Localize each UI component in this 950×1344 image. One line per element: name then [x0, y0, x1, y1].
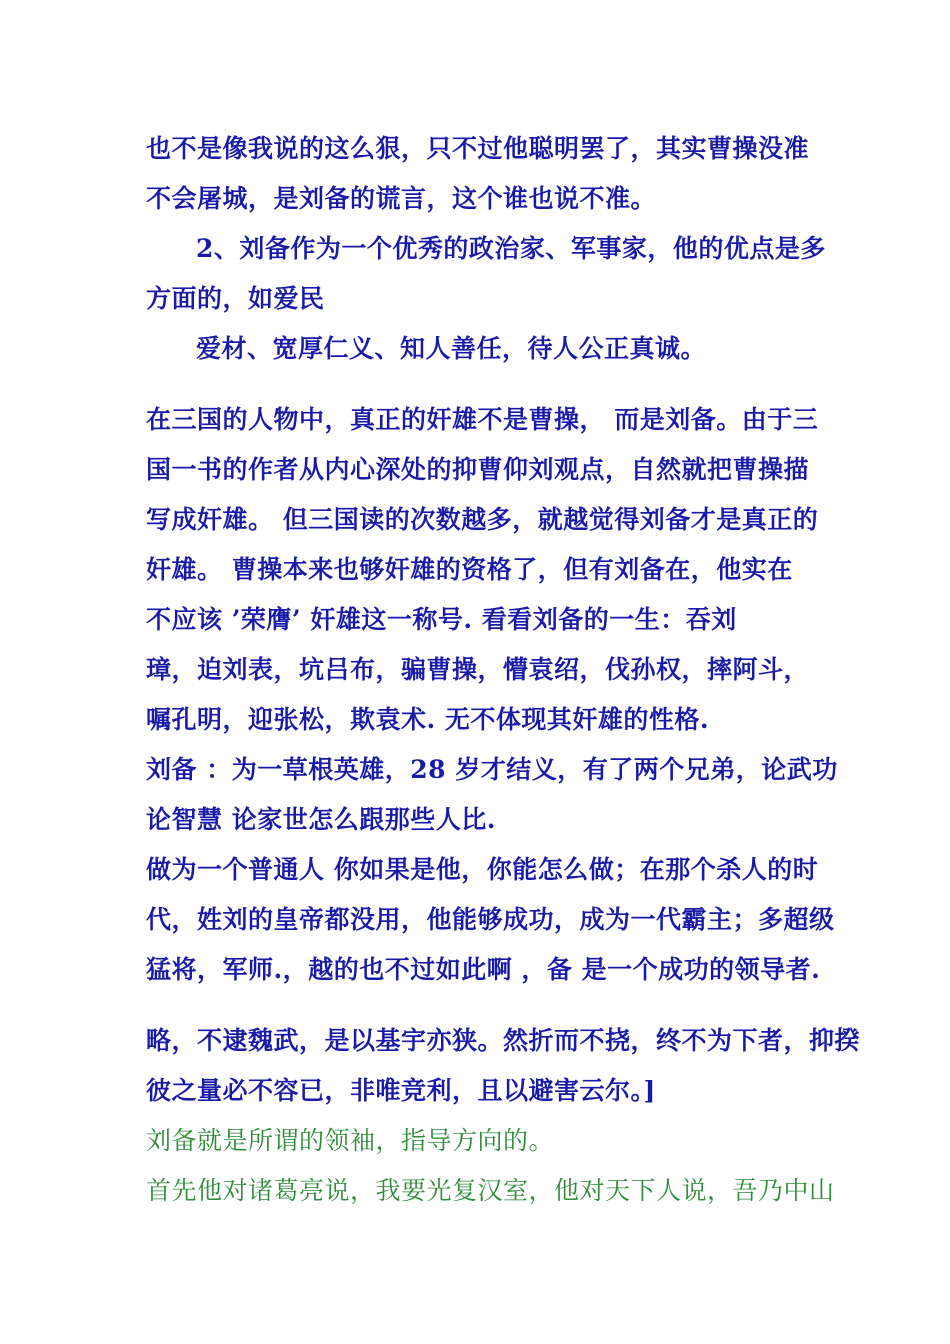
text-line: 写成奸雄。 但三国读的次数越多，就越觉得刘备才是真正的 [146, 505, 819, 534]
text-line: 猛将，军师.，越的也不过如此啊 ，备 是一个成功的领导者. [146, 955, 821, 984]
text-line: 也不是像我说的这么狠，只不过他聪明罢了，其实曹操没准 [146, 134, 810, 163]
text-line: 奸雄。 曹操本来也够奸雄的资格了，但有刘备在，他实在 [146, 555, 793, 584]
text-line: 在三国的人物中，真正的奸雄不是曹操， 而是刘备。由于三 [146, 405, 819, 434]
text-line: 璋，迫刘表，坑吕布，骗曹操，懵袁绍，伐孙权，摔阿斗， [146, 655, 810, 684]
text-line: 方面的，如爱民 [146, 284, 325, 313]
text-line: 代，姓刘的皇帝都没用，他能够成功，成为一代霸主；多超级 [146, 905, 835, 934]
text-line: 首先他对诸葛亮说，我要光复汉室，他对天下人说，吾乃中山 [146, 1176, 835, 1205]
text-line: 不应该 ’荣膺’ 奸雄这一称号. 看看刘备的一生：吞刘 [146, 605, 737, 634]
text-line: 做为一个普通人 你如果是他，你能怎么做；在那个杀人的时 [146, 855, 819, 884]
text-line: 爱材、宽厚仁义、知人善任，待人公正真诚。 [196, 334, 707, 363]
text-line: 彼之量必不容已，非唯竞利，且以避害云尔。] [146, 1076, 656, 1105]
text-line: 国一书的作者从内心深处的抑曹仰刘观点，自然就把曹操描 [146, 455, 810, 484]
text-line: 略，不逮魏武，是以基宇亦狭。然折而不挠，终不为下者，抑揆 [146, 1026, 861, 1055]
text-line: 2、刘备作为一个优秀的政治家、军事家，他的优点是多 [196, 234, 826, 263]
text-line: 不会屠城，是刘备的谎言，这个谁也说不准。 [146, 184, 657, 213]
text-line: 刘备就是所谓的领袖，指导方向的。 [146, 1126, 555, 1155]
text-line: 嘱孔明，迎张松，欺袁术. 无不体现其奸雄的性格. [146, 705, 710, 734]
text-line: 论智慧 论家世怎么跟那些人比. [146, 805, 496, 834]
text-line: 刘备 ：为一草根英雄，28 岁才结义，有了两个兄弟，论武功 [146, 755, 838, 784]
